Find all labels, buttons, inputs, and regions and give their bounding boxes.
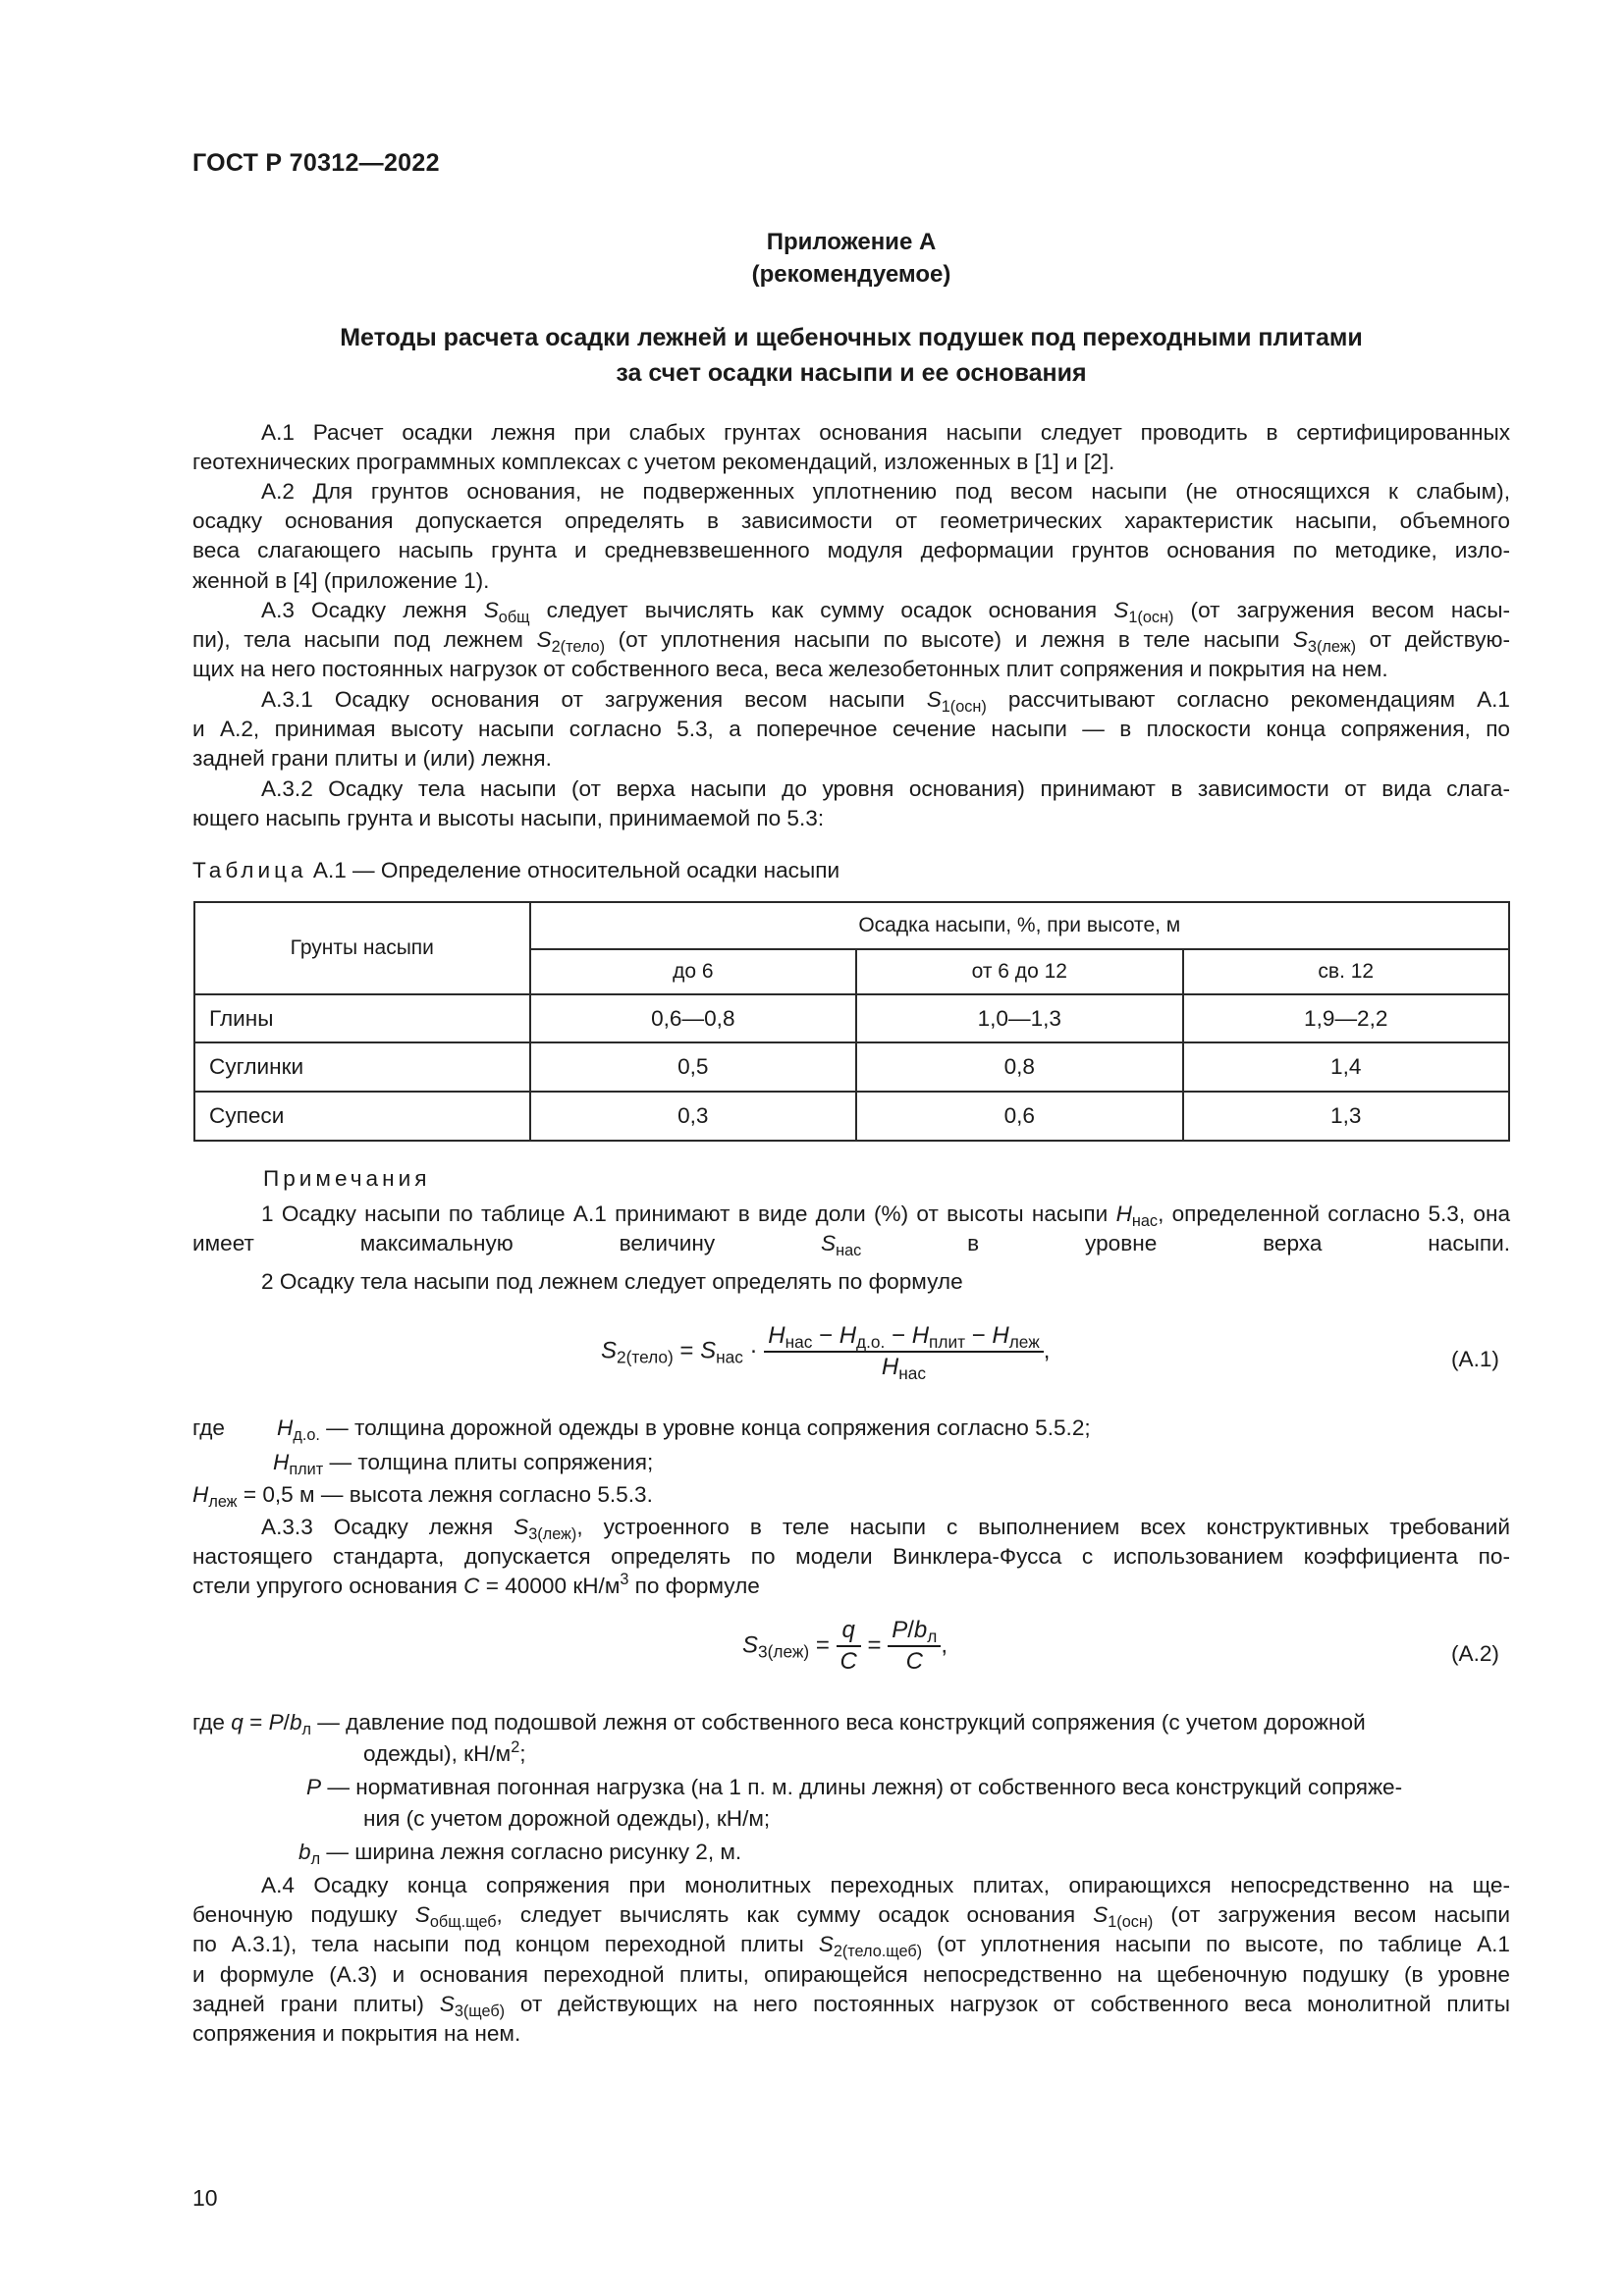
definition-h-lezh: $H_{леж} = 0,5$ м — высота лежня согласно 5.5.3.: [192, 1482, 653, 1511]
settlement-table: [193, 901, 1510, 1142]
column-header-soil: Грунты насыпи: [194, 902, 530, 994]
column-header: св. 12: [1183, 949, 1509, 994]
column-header: до 6: [530, 949, 856, 994]
paragraph-a3-1: А.3.1 Осадку основания от загружения весом насыпи $S_{1(осн)}$ рассчитывают согласно рекомендациям А.1 и А.2, принимая высоту насыпи согласно 5.3, а поперечное сечение насыпи — в плоскости конца сопряжения, по задней грани плиты и (или) лежня.: [192, 687, 1510, 772]
equation-number-a2: (А.2): [1451, 1641, 1499, 1666]
formula-a1-fraction: $\frac{H_{нас} - H_{д.о.} - H_{плит} - H_{леж}}{H_{нас}}$: [764, 1321, 1044, 1382]
definition-q: где $q = P/b_л$ — давление под подошвой лежня от собственного веса конструкций сопряжения (с учетом дорожной: [192, 1710, 1366, 1738]
appendix-status: (рекомендуемое): [751, 261, 951, 288]
definition-p: P — нормативная погонная нагрузка (на 1 п. м. длины лежня) от собственного веса конструкций сопряже-: [306, 1775, 1403, 1799]
column-header: от 6 до 12: [856, 949, 1182, 994]
equation-number-a1: (А.1): [1451, 1347, 1499, 1371]
table-cell: 0,6—0,8: [530, 994, 856, 1042]
table-cell: 0,5: [530, 1042, 856, 1092]
paragraph-a1: А.1 Расчет осадки лежня при слабых грунтах основания насыпи следует проводить в сертифицированных геотехнических программных комплексах с учетом рекомендаций, изложенных в [1] и [2].: [192, 420, 1510, 475]
document-code: ГОСТ Р 70312—2022: [192, 149, 440, 177]
table-cell: Глины: [194, 994, 530, 1042]
table-cell: Супеси: [194, 1092, 530, 1141]
formula-a1: $S_{2(тело)} = S_{нас}$ · $\frac{H_{нас} - H_{д.о.} - H_{плит} - H_{леж}}{H_{нас}}$ ,: [601, 1322, 1051, 1384]
table-row: [194, 994, 1509, 1042]
paragraph-a3: А.3 Осадку лежня $S_{общ}$ следует вычислять как сумму осадок основания $S_{1(осн)}$ (от загружения весом насы- пи), тела насыпи под лежнем $S_{2(тело)}$ (от уплотнения насыпи по высоте) и лежня в теле насыпи $S_{3(леж)}$ от действую- щих на него постоянных нагрузок от собственного веса, веса железобетонных плит сопряжения и покрытия на нем.: [192, 598, 1510, 682]
paragraph-a2: А.2 Для грунтов основания, не подверженных уплотнению под весом насыпи (не относящихся к слабым), осадку основания допускается определять в зависимости от геометрических характеристик насыпи, объемного веса слагающего насыпь грунта и средневзвешенного модуля деформации грунтов основания по методике, изло- женной в [4] (приложение 1).: [192, 479, 1510, 593]
formula-a2: $S_{3(леж)}$ = $\frac{q}{C}$ = $\frac{P/b_л}{C}$ ,: [742, 1617, 948, 1675]
definition-q-cont: одежды), $кН/м^2$;: [363, 1738, 526, 1766]
note-2: 2 Осадку тела насыпи под лежнем следует определять по формуле: [261, 1269, 963, 1294]
definition-h-do: $H_{д.о.}$ — толщина дорожной одежды в уровне конца сопряжения согласно 5.5.2;: [277, 1415, 1091, 1444]
definition-b: $b_л$ — ширина лежня согласно рисунку 2, м.: [298, 1840, 742, 1868]
paragraph-a3-3: А.3.3 Осадку лежня $S_{3(леж)}$, устроенного в теле насыпи с выполнением всех конструктивных требований настоящего стандарта, допускается определять по модели Винклера-Фусса с использованием коэффициента по- стели упругого основания C = 40000 $кН/м^3$ по формуле: [192, 1515, 1510, 1599]
table-cell: 1,9—2,2: [1183, 994, 1509, 1042]
paragraph-a3-2: А.3.2 Осадку тела насыпи (от верха насыпи до уровня основания) принимают в зависимости от вида слага- ющего насыпь грунта и высоты насыпи, принимаемой по 5.3:: [192, 776, 1510, 831]
notes-heading: Примечания: [263, 1166, 431, 1191]
formula-a2-fraction-1: $\frac{q}{C}$: [837, 1616, 861, 1677]
table-cell: 1,0—1,3: [856, 994, 1182, 1042]
formula-a1-where: где: [192, 1415, 225, 1440]
table-row: [194, 1042, 1509, 1092]
appendix-title: Приложение А: [766, 229, 937, 255]
table-cell: Суглинки: [194, 1042, 530, 1092]
table-row: [194, 1092, 1509, 1141]
table-cell: 1,4: [1183, 1042, 1509, 1092]
table-caption: Таблица А.1 — Определение относительной осадки насыпи: [192, 858, 840, 882]
column-header-group: Осадка насыпи, %, при высоте, м: [530, 902, 1509, 949]
page-number: 10: [192, 2185, 218, 2211]
table-cell: 1,3: [1183, 1092, 1509, 1141]
definition-p-cont: ния (с учетом дорожной одежды), кН/м;: [363, 1806, 771, 1831]
section-heading-line-1: Методы расчета осадки лежней и щебеночных подушек под переходными плитами: [340, 324, 1363, 351]
definition-h-plit: $H_{плит}$ — толщина плиты сопряжения;: [273, 1450, 654, 1478]
section-heading-line-2: за счет осадки насыпи и ее основания: [616, 359, 1087, 387]
table-cell: 0,8: [856, 1042, 1182, 1092]
note-1: 1 Осадку насыпи по таблице А.1 принимают в виде доли (%) от высоты насыпи $H_{нас}$, определенной согласно 5.3, она имеет максимальную величину $S_{нас}$ в уровне верха насыпи.: [192, 1201, 1511, 1260]
table-cell: 0,6: [856, 1092, 1182, 1141]
formula-a2-fraction-2: $\frac{P/b_л}{C}$: [888, 1616, 941, 1677]
table-cell: 0,3: [530, 1092, 856, 1141]
paragraph-a4: А.4 Осадку конца сопряжения при монолитных переходных плитах, опирающихся непосредственно на ще- беночную подушку $S_{общ.щеб}$, следует вычислять как сумму осадок основания $S_{1(осн)}$ (от загружения весом насыпи по А.3.1), тела насыпи под концом переходной плиты $S_{2(тело.щеб)}$ (от уплотнения насыпи по высоте, по таблице А.1 и формуле (А.3) и основания переходной плиты, опирающейся непосредственно на щебеночную подушку (в уровне задней грани плиты) $S_{3(щеб)}$ от действующих на него постоянных нагрузок от собственного веса монолитной плиты сопряжения и покрытия на нем.: [192, 1873, 1510, 2047]
